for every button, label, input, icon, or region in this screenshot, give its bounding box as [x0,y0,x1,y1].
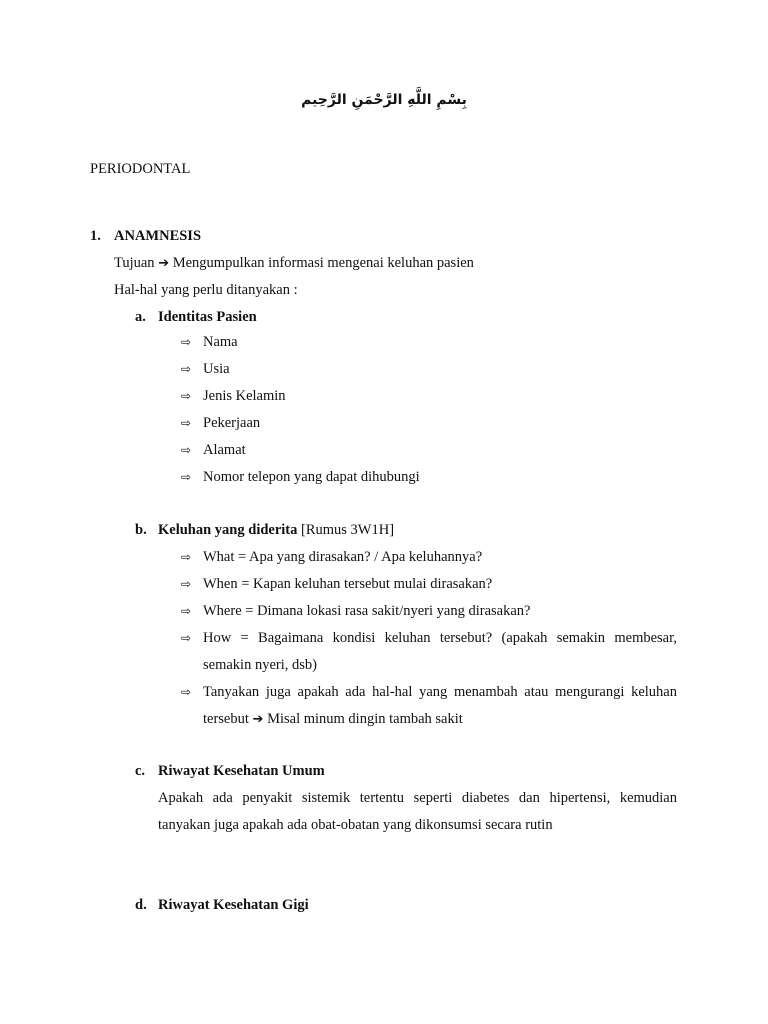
sub-b-title-suffix: [Rumus 3W1H] [301,522,395,538]
list-item: Nomor telepon yang dapat dihubungi [203,469,420,485]
list-item: Pekerjaan [203,415,261,431]
list-item: Nama [203,334,238,350]
list-item-continuation: semakin nyeri, dsb) [203,657,317,673]
hollow-arrow-icon: ⇨ [181,389,192,403]
hollow-arrow-icon: ⇨ [181,577,192,591]
example-text: Misal minum dingin tambah sakit [267,711,463,727]
sub-a-letter: a. [135,309,146,325]
list-item: Where = Dimana lokasi rasa sakit/nyeri yang dirasakan? [203,603,531,619]
continuation-text: tersebut [203,711,249,727]
list-item: When = Kapan keluhan tersebut mulai dirasakan? [203,576,493,592]
list-item-continuation [203,710,463,729]
list-item: Tanyakan juga apakah ada hal-hal yang menambah atau mengurangi keluhan [203,684,677,700]
list-item: How = Bagaimana kondisi keluhan tersebut? (apakah semakin membesar, [203,630,677,646]
sub-d-title: Riwayat Kesehatan Gigi [158,897,309,913]
hollow-arrow-icon: ⇨ [181,416,192,430]
section-title: ANAMNESIS [114,228,202,244]
hollow-arrow-icon: ⇨ [181,685,192,699]
list-item: What = Apa yang dirasakan? / Apa keluhannya? [203,549,483,565]
sub-b-heading [158,521,394,539]
paragraph-line: tanyakan juga apakah ada obat-obatan yang dikonsumsi secara rutin [158,817,553,833]
paragraph-line: Apakah ada penyakit sistemik tertentu seperti diabetes dan hipertensi, kemudian [158,790,677,806]
hal-hal-text: Hal-hal yang perlu ditanyakan : [114,282,298,298]
document-heading: PERIODONTAL [90,161,191,177]
sub-a-title: Identitas Pasien [158,309,257,325]
hollow-arrow-icon: ⇨ [181,362,192,376]
section-number: 1. [90,228,101,244]
sub-b-letter: b. [135,522,147,538]
list-item: Jenis Kelamin [203,388,286,404]
hollow-arrow-icon: ⇨ [181,443,192,457]
tujuan-label: Tujuan [114,255,155,271]
sub-b-title: Keluhan yang diderita [158,522,298,538]
hollow-arrow-icon: ⇨ [181,550,192,564]
right-arrow-icon: ➔ [252,712,264,727]
list-item: Alamat [203,442,246,458]
hollow-arrow-icon: ⇨ [181,631,192,645]
list-item: Usia [203,361,230,377]
sub-c-letter: c. [135,763,146,779]
tujuan-text: Mengumpulkan informasi mengenai keluhan pasien [172,255,474,271]
tujuan-line [114,254,474,273]
sub-c-title: Riwayat Kesehatan Umum [158,763,325,779]
basmala-heading: بِسْمِ اللَّهِ الرَّحْمَنِ الرَّحِيم [301,92,467,108]
hollow-arrow-icon: ⇨ [181,335,192,349]
hollow-arrow-icon: ⇨ [181,470,192,484]
right-arrow-icon: ➔ [158,256,170,271]
hollow-arrow-icon: ⇨ [181,604,192,618]
sub-d-letter: d. [135,897,147,913]
